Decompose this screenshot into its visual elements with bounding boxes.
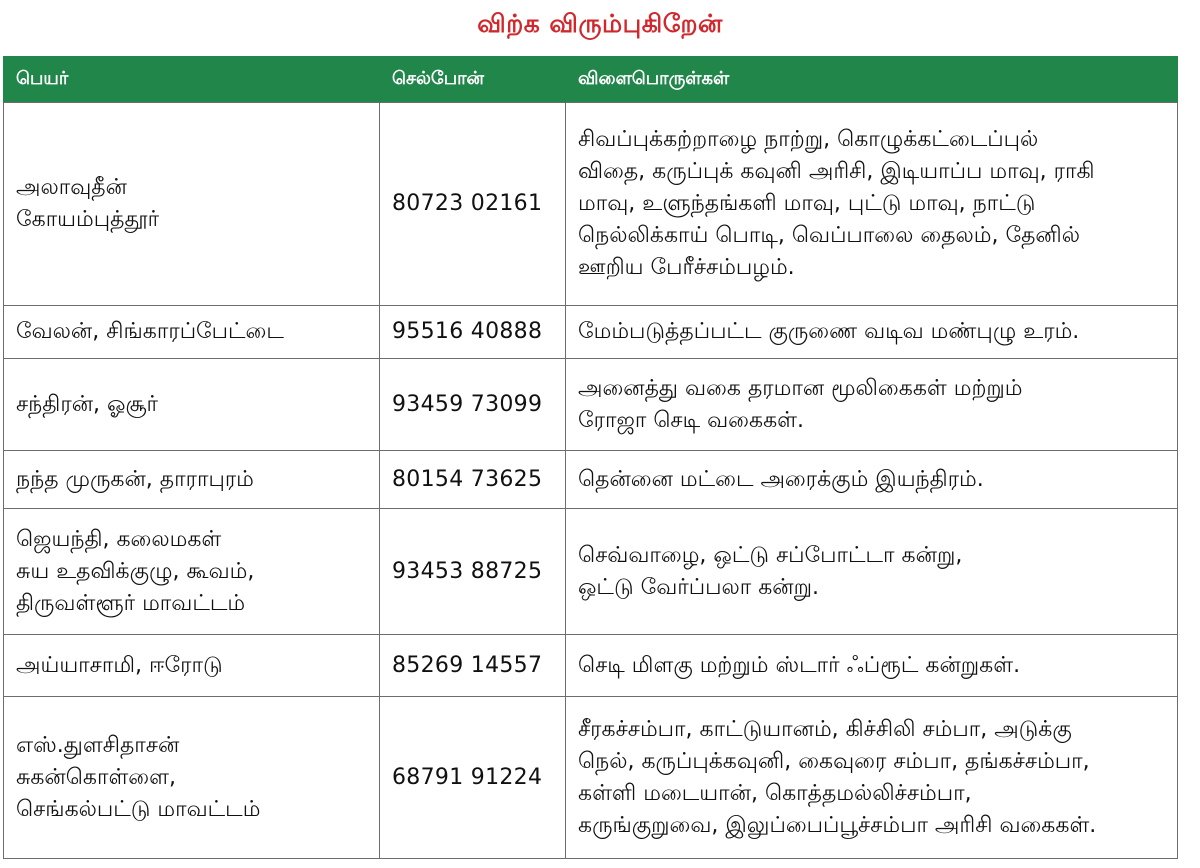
products-cell <box>566 359 1178 451</box>
name-cell <box>4 451 380 509</box>
phone-cell <box>380 635 566 697</box>
name-text: அய்யாசாமி, ஈரோடு <box>16 652 223 678</box>
products-cell <box>566 103 1178 306</box>
phone-text: 85269 14557 <box>392 652 543 678</box>
products-cell <box>566 451 1178 509</box>
products-cell <box>566 697 1178 859</box>
header-name: பெயர் <box>4 56 380 103</box>
phone-text: 68791 91224 <box>392 764 543 790</box>
name-text: வேலன், சிங்காரப்பேட்டை <box>16 319 284 344</box>
sellers-table <box>3 56 1178 859</box>
table-row <box>4 509 1178 635</box>
products-text: சீரகச்சம்பா, காட்டுயானம், கிச்சிலி சம்பா, அடுக்கு நெல், கருப்புக்கவுனி, கைவுரை சம்பா, தங்கச்சம்பா, கள்ளி மடையான், கொத்தமல்லிச்சம்பா, கருங்குறுவை, இலுப்பைப்பூச்சம்பா அரிசி வகைகள். <box>578 716 1097 838</box>
phone-cell <box>380 509 566 635</box>
header-phone: செல்போன் <box>380 56 566 103</box>
phone-cell <box>380 103 566 306</box>
table-row <box>4 359 1178 451</box>
products-text: அனைத்து வகை தரமான மூலிகைகள் மற்றும் ரோஜா செடி வகைகள். <box>578 375 1023 433</box>
products-text: மேம்படுத்தப்பட்ட குருணை வடிவ மண்புழு உரம். <box>578 319 1080 344</box>
table-row <box>4 451 1178 509</box>
products-cell <box>566 306 1178 359</box>
products-cell <box>566 509 1178 635</box>
table-row <box>4 306 1178 359</box>
page-title: விற்க விரும்புகிறேன் <box>477 9 723 38</box>
name-text: ஜெயந்தி, கலைமகள் சுய உதவிக்குழு, கூவம், திருவள்ளூர் மாவட்டம் <box>16 526 255 616</box>
phone-cell <box>380 451 566 509</box>
products-text: செடி மிளகு மற்றும் ஸ்டார் ஃப்ரூட் கன்றுகள். <box>578 652 1021 678</box>
name-cell <box>4 103 380 306</box>
table-body <box>4 103 1178 859</box>
table-row <box>4 697 1178 859</box>
phone-text: 95516 40888 <box>392 319 543 344</box>
header-products: விளைபொருள்கள் <box>566 56 1178 103</box>
name-text: எஸ்.துளசிதாசன் சுகன்கொள்ளை, செங்கல்பட்டு மாவட்டம் <box>16 732 261 822</box>
table-row <box>4 103 1178 306</box>
products-text: செவ்வாழை, ஒட்டு சப்போட்டா கன்று, ஒட்டு வேர்ப்பலா கன்று. <box>578 542 963 600</box>
name-cell <box>4 359 380 451</box>
name-cell <box>4 509 380 635</box>
phone-text: 93453 88725 <box>392 558 543 584</box>
phone-cell <box>380 697 566 859</box>
products-text: தென்னை மட்டை அரைக்கும் இயந்திரம். <box>578 466 984 492</box>
name-cell <box>4 306 380 359</box>
products-cell <box>566 635 1178 697</box>
header-row <box>4 56 1178 103</box>
table-row <box>4 635 1178 697</box>
name-text: நந்த முருகன், தாராபுரம் <box>16 466 254 492</box>
products-text: சிவப்புக்கற்றாழை நாற்று, கொழுக்கட்டைப்புல் விதை, கருப்புக் கவுனி அரிசி, இடியாப்ப மாவு, ராகி மாவு, உளுந்தங்களி மாவு, புட்டு மாவு, நாட்டு நெல்லிக்காய் பொடி, வெப்பாலை தைலம், தேனில் ஊறிய பேரீச்சம்பழம். <box>578 127 1095 280</box>
phone-cell <box>380 306 566 359</box>
phone-text: 93459 73099 <box>392 391 543 417</box>
phone-cell <box>380 359 566 451</box>
phone-text: 80154 73625 <box>392 466 543 492</box>
name-cell <box>4 697 380 859</box>
name-text: அலாவுதீன் கோயம்புத்தூர் <box>16 175 160 232</box>
name-text: சந்திரன், ஓசூர் <box>16 391 159 417</box>
table-header <box>4 56 1178 103</box>
name-cell <box>4 635 380 697</box>
phone-text: 80723 02161 <box>392 191 543 216</box>
